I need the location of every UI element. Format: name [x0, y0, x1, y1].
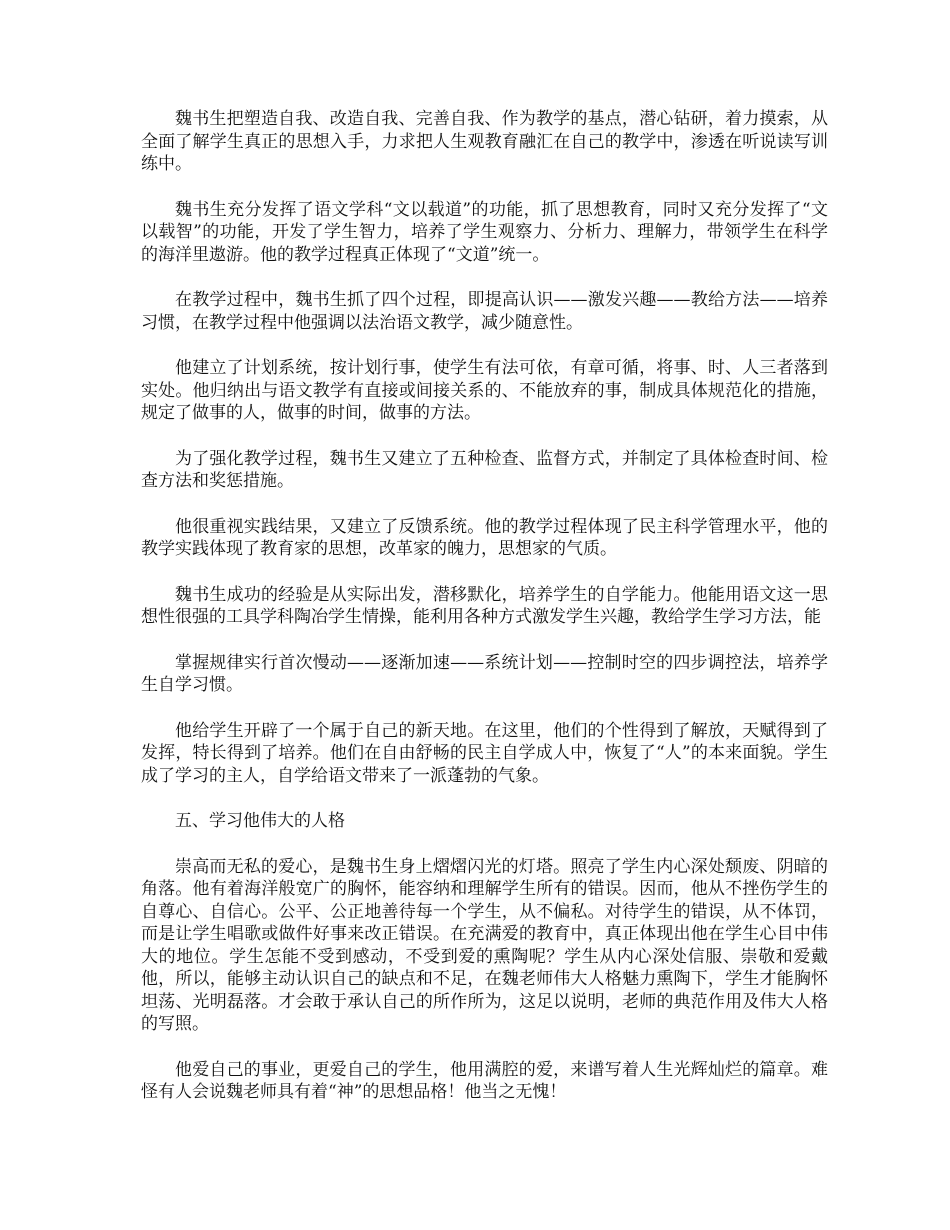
- paragraph-10: 崇高而无私的爱心，是魏书生身上熠熠闪光的灯塔。照亮了学生内心深处颓废、阴暗的角落。他有着海洋般宽广的胸怀，能容纳和理解学生所有的错误。因而，他从不挫伤学生的自尊心、自信心。公平、公正地善待每一个学生，从不偏私。对待学生的错误，从不体罚，而是让学生唱歌或做件好事来改正错误。在充满爱的教育中，真正体现出他在学生心目中伟大的地位。学生怎能不受到感动，不受到爱的熏陶呢？学生从内心深处信服、崇敬和爱戴他，所以，能够主动认识自己的缺点和不足，在魏老师伟大人格魅力熏陶下，学生才能胸怀坦荡、光明磊落。才会敢于承认自己的所作所为，这足以说明，老师的典范作用及伟大人格的写照。: [141, 856, 828, 1034]
- paragraph-8: 掌握规律实行首次慢动——逐渐加速——系统计划——控制时空的四步调控法，培养学生自学习惯。: [141, 652, 828, 695]
- paragraph-6: 他很重视实践结果，又建立了反馈系统。他的教学过程体现了民主科学管理水平，他的教学实践体现了教育家的思想，改革家的魄力，思想家的气质。: [141, 516, 828, 559]
- paragraph-9: 他给学生开辟了一个属于自己的新天地。在这里，他们的个性得到了解放，天赋得到了发挥，特长得到了培养。他们在自由舒畅的民主自学成人中，恢复了“人”的本来面貌。学生成了学习的主人，自学给语文带来了一派蓬勃的气象。: [141, 720, 828, 786]
- section-heading: 五、学习他伟大的人格: [175, 811, 345, 831]
- paragraph-5: 为了强化教学过程，魏书生又建立了五种检查、监督方式，并制定了具体检查时间、检查方法和奖惩措施。: [141, 448, 828, 491]
- paragraph-7: 魏书生成功的经验是从实际出发，潜移默化，培养学生的自学能力。他能用语文这一思想性很强的工具学科陶冶学生情操，能利用各种方式激发学生兴趣，教给学生学习方法，能: [141, 584, 828, 627]
- document-page: [141, 108, 828, 1127]
- paragraph-3: 在教学过程中，魏书生抓了四个过程，即提高认识——激发兴趣——教给方法——培养习惯，在教学过程中他强调以法治语文教学，减少随意性。: [141, 290, 828, 333]
- paragraph-1: 魏书生把塑造自我、改造自我、完善自我、作为教学的基点，潜心钻研，着力摸索，从全面了解学生真正的思想入手，力求把人生观教育融汇在自己的教学中，渗透在听说读写训练中。: [141, 109, 828, 174]
- paragraph-2: 魏书生充分发挥了语文学科“文以载道”的功能，抓了思想教育，同时又充分发挥了“文以载智”的功能，开发了学生智力，培养了学生观察力、分析力、理解力，带领学生在科学的海洋里遨游。他的教学过程真正体现了“文道”统一。: [141, 199, 828, 265]
- paragraph-11: 他爱自己的事业，更爱自己的学生，他用满腔的爱，来谱写着人生光辉灿烂的篇章。难怪有人会说魏老师具有着“神”的思想品格！他当之无愧！: [141, 1059, 828, 1102]
- paragraph-4: 他建立了计划系统，按计划行事，使学生有法可依，有章可循，将事、时、人三者落到实处。他归纳出与语文教学有直接或间接关系的、不能放弃的事，制成具体规范化的措施，规定了做事的人，做事的时间，做事的方法。: [141, 358, 828, 423]
